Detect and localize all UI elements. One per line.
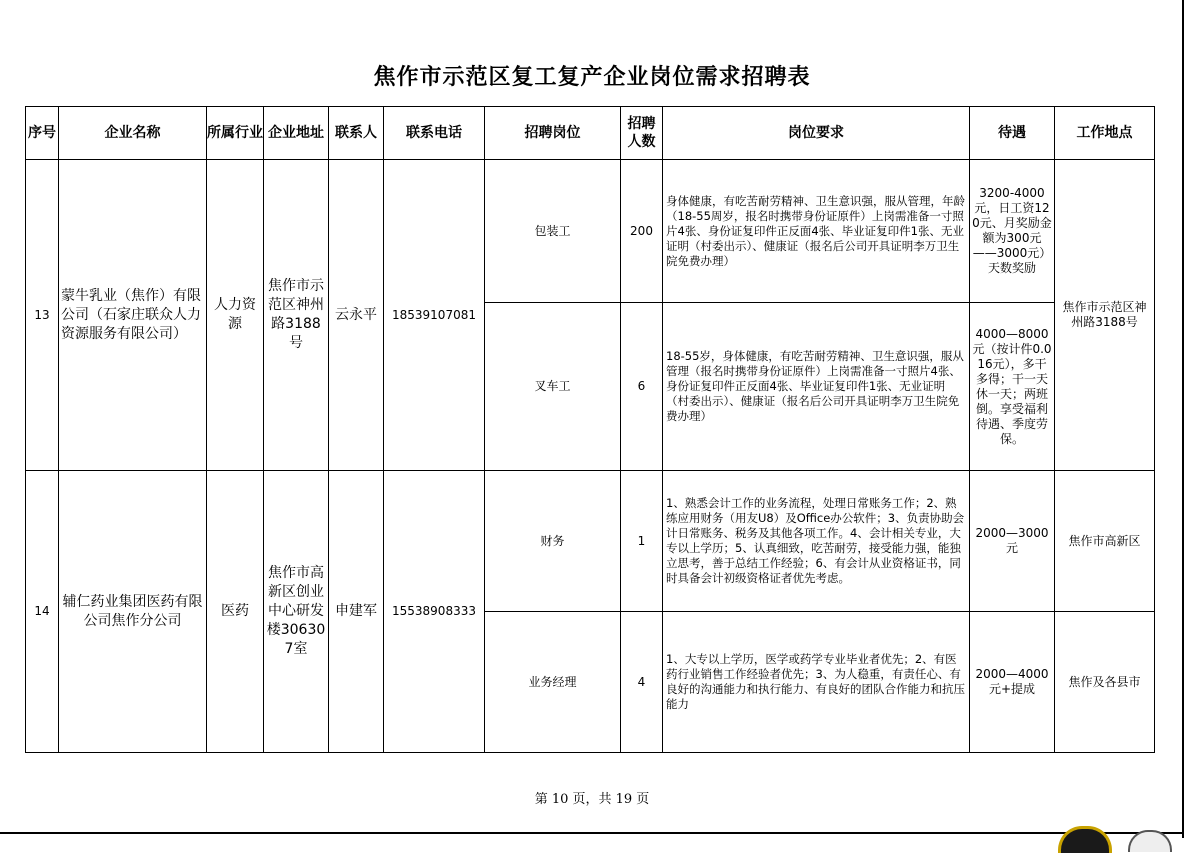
cell-count: 1 (621, 471, 663, 612)
cell-industry: 人力资源 (207, 160, 264, 471)
header-pay: 待遇 (970, 107, 1055, 160)
header-position: 招聘岗位 (485, 107, 621, 160)
page-edge-bottom (0, 832, 1184, 834)
cell-contact: 云永平 (329, 160, 384, 471)
header-requirements: 岗位要求 (663, 107, 970, 160)
header-company: 企业名称 (59, 107, 207, 160)
recruitment-table (25, 106, 1155, 753)
cell-address: 焦作市高新区创业中心研发楼306307室 (264, 471, 329, 753)
page-title: 焦作市示范区复工复产企业岗位需求招聘表 (373, 65, 811, 90)
header-seq: 序号 (26, 107, 59, 160)
cell-pay: 2000—4000元+提成 (970, 612, 1055, 753)
header-row (26, 107, 1155, 160)
header-industry: 所属行业 (207, 107, 264, 160)
table-row (26, 471, 1155, 612)
header-count: 招聘人数 (621, 107, 663, 160)
cell-requirements: 18-55岁，身体健康，有吃苦耐劳精神、卫生意识强，服从管理（报名时携带身份证原件）上岗需准备一寸照片4张、身份证复印件正反面4张、毕业证复印件1张、无业证明（村委出示）、健康证（报名后公司开具证明李万卫生院免费办理） (663, 303, 970, 471)
cell-position: 业务经理 (485, 612, 621, 753)
cell-position: 财务 (485, 471, 621, 612)
cell-seq: 14 (26, 471, 59, 753)
cell-contact: 申建军 (329, 471, 384, 753)
seal-icon (1058, 826, 1112, 853)
cell-industry: 医药 (207, 471, 264, 753)
header-phone: 联系电话 (384, 107, 485, 160)
cell-requirements: 身体健康，有吃苦耐劳精神、卫生意识强，服从管理，年龄（18-55周岁，报名时携带身份证原件）上岗需准备一寸照片4张、身份证复印件正反面4张、毕业证复印件1张、无业证明（村委出示）、健康证（报名后公司开具证明李万卫生院免费办理） (663, 160, 970, 303)
cell-pay: 3200-4000元，日工资120元、月奖励金额为300元——3000元）天数奖励 (970, 160, 1055, 303)
cell-company: 蒙牛乳业（焦作）有限公司（石家庄联众人力资源服务有限公司） (59, 160, 207, 471)
cell-pay: 2000—3000元 (970, 471, 1055, 612)
cell-seq: 13 (26, 160, 59, 471)
cell-count: 6 (621, 303, 663, 471)
cell-position: 叉车工 (485, 303, 621, 471)
cell-location: 焦作市示范区神州路3188号 (1055, 160, 1155, 471)
cell-location: 焦作及各县市 (1055, 612, 1155, 753)
cell-phone: 15538908333 (384, 471, 485, 753)
header-address: 企业地址 (264, 107, 329, 160)
cell-company: 辅仁药业集团医药有限公司焦作分公司 (59, 471, 207, 753)
cell-requirements: 1、熟悉会计工作的业务流程，处理日常账务工作；2、熟练应用财务（用友U8）及Office办公软件；3、负责协助会计日常账务、税务及其他各项工作。4、会计相关专业，大专以上学历；5、认真细致，吃苦耐劳，接受能力强，能独立思考，善于总结工作经验；6、有会计从业资格证书，同时具备会计初级资格证者优先考虑。 (663, 471, 970, 612)
cell-count: 4 (621, 612, 663, 753)
cell-location: 焦作市高新区 (1055, 471, 1155, 612)
cell-requirements: 1、大专以上学历，医学或药学专业毕业者优先；2、有医药行业销售工作经验者优先；3、为人稳重，有责任心、有良好的沟通能力和执行能力、有良好的团队合作能力和抗压能力 (663, 612, 970, 753)
page-number: 第 10 页，共 19 页 (534, 792, 650, 807)
cell-position: 包装工 (485, 160, 621, 303)
cell-phone: 18539107081 (384, 160, 485, 471)
cell-address: 焦作市示范区神州路3188号 (264, 160, 329, 471)
cell-pay: 4000—8000元（按计件0.016元），多干多得；干一天休一天；两班倒。享受福利待遇、季度劳保。 (970, 303, 1055, 471)
header-location: 工作地点 (1055, 107, 1155, 160)
header-contact: 联系人 (329, 107, 384, 160)
cell-count: 200 (621, 160, 663, 303)
table-row (26, 160, 1155, 303)
